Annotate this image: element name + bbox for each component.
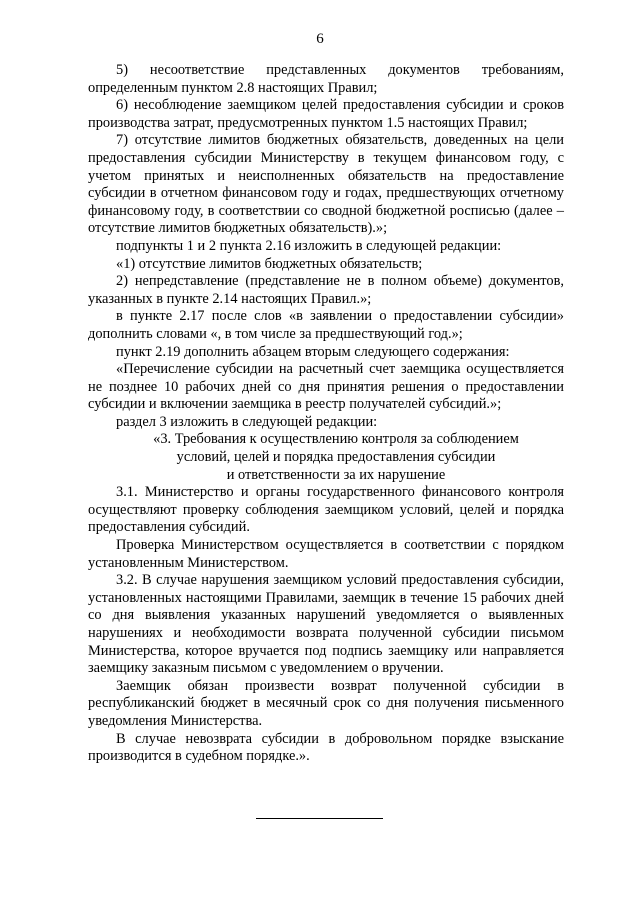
page-number: 6 [316, 31, 324, 47]
paragraph-item-7: 7) отсутствие лимитов бюджетных обязательств, доведенных на цели предоставления субсидии Министерству в текущем финансовом году, с учетом принятых и неисполненных обязательств на предоставление субсидии в отчетном финансовом году и годах, предшествующих отчетному финансовому году, в соответствии со сводной бюджетной росписью (далее – отсутствие лимитов бюджетных обязательств).»; [88, 132, 564, 237]
section-heading-line-1: «3. Требования к осуществлению контроля за соблюдением [153, 431, 519, 448]
paragraph-amend-2-17: в пункте 2.17 после слов «в заявлении о предоставлении субсидии» дополнить словами «, в том числе за предшествующий год.»; [88, 308, 564, 342]
paragraph-refund: Заемщик обязан произвести возврат полученной субсидии в республиканский бюджет в месячный срок со дня получения письменного уведомления Министерства. [88, 677, 564, 729]
document-body [88, 62, 564, 766]
paragraph-inspection: Проверка Министерством осуществляется в соответствии с порядком установленным Министерством. [88, 537, 564, 571]
paragraph-item-5: 5) несоответствие представленных документов требованиям, определенным пунктом 2.8 настоящих Правил; [88, 62, 564, 96]
paragraph-subitem-1: «1) отсутствие лимитов бюджетных обязательств; [116, 255, 423, 272]
paragraph-subitem-2: 2) непредставление (представление не в полном объеме) документов, указанных в пункте 2.14 настоящих Правил.»; [88, 273, 564, 307]
paragraph-court: В случае невозврата субсидии в добровольном порядке взыскание производится в судебном порядке.». [88, 730, 564, 765]
paragraph-amend-2-19: пункт 2.19 дополнить абзацем вторым следующего содержания: [116, 343, 510, 360]
paragraph-3-2: 3.2. В случае нарушения заемщиком условий предоставления субсидии, установленных настоящими Правилами, заемщик в течение 15 рабочих дней со дня выявления указанных нарушений уведомляется о выявленных нарушениях и необходимости возврата полученной субсидии письмом Министерства, которое вручается под подпись заемщику или направляется заемщику заказным письмом с уведомлением о вручении. [88, 572, 564, 677]
paragraph-section-3-intro: раздел 3 изложить в следующей редакции: [116, 413, 378, 430]
end-divider [256, 818, 383, 819]
paragraph-3-1: 3.1. Министерство и органы государственного финансового контроля осуществляют проверку соблюдения заемщиком условий, целей и порядка предоставления субсидий. [88, 484, 564, 536]
paragraph-transfer: «Перечисление субсидии на расчетный счет заемщика осуществляется не позднее 10 рабочих дней со дня принятия решения о предоставлении субсидии и включении заемщика в реестр получателей субсидий.»; [88, 361, 564, 413]
section-heading-line-3: и ответственности за их нарушение [226, 466, 446, 483]
paragraph-item-6: 6) несоблюдение заемщиком целей предоставления субсидии и сроков производства затрат, предусмотренных пунктом 1.5 настоящих Правил; [88, 97, 564, 131]
paragraph-amend-2-16: подпункты 1 и 2 пункта 2.16 изложить в следующей редакции: [116, 237, 502, 254]
section-heading-line-2: условий, целей и порядка предоставления субсидии [176, 449, 496, 466]
